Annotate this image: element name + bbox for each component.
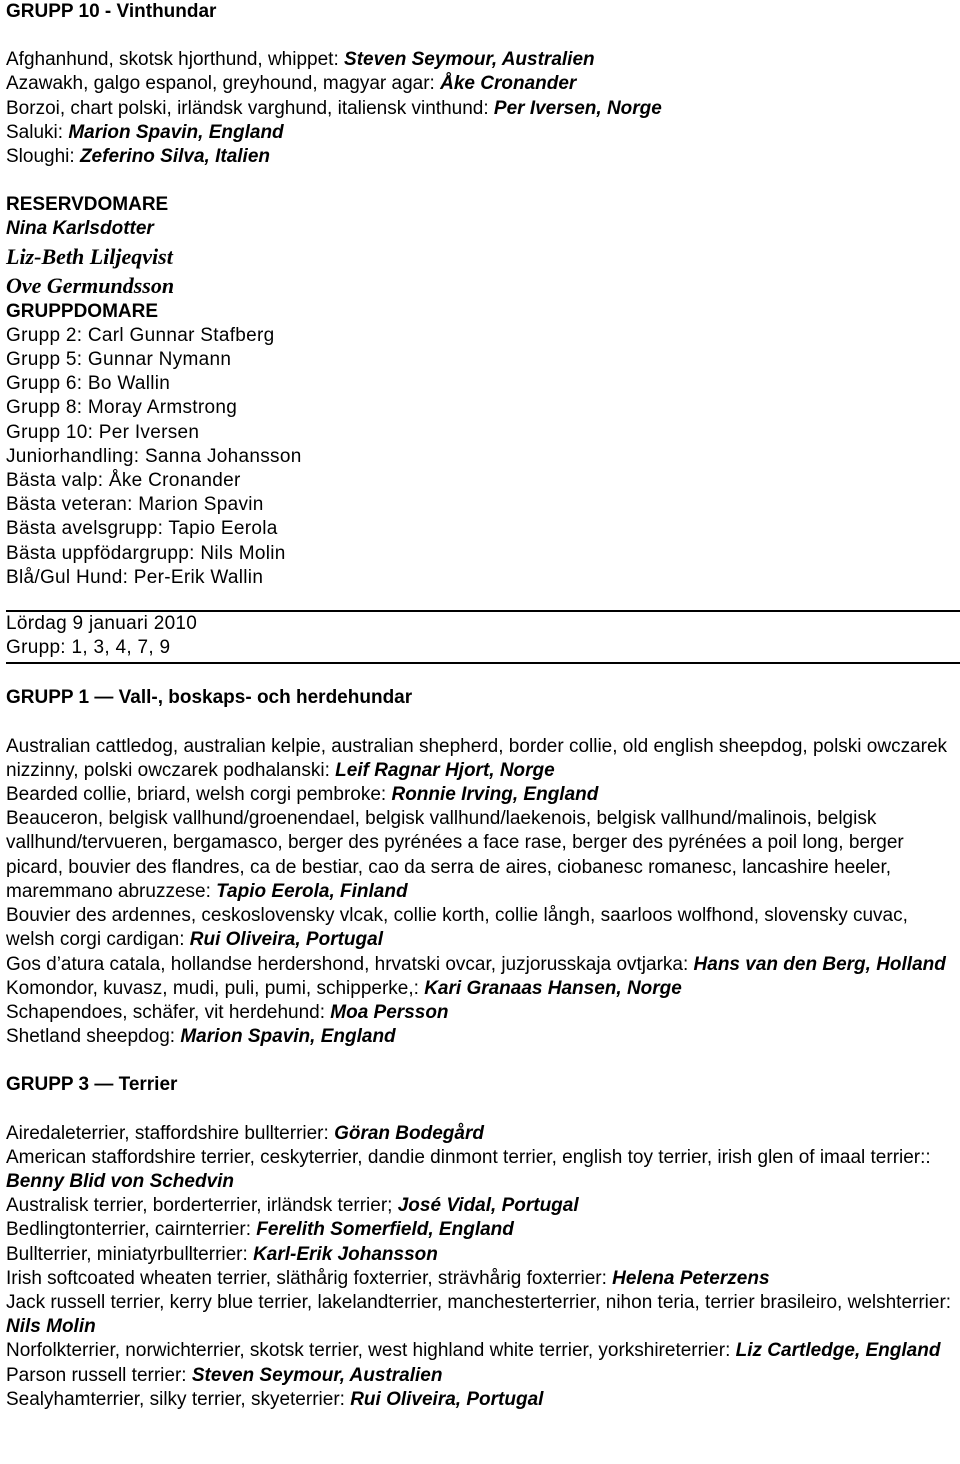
- breed-list: Schapendoes, schäfer, vit herdehund:: [6, 1001, 331, 1023]
- judge-name: Nils Molin: [6, 1316, 96, 1338]
- judge-name: Benny Blid von Schedvin: [6, 1170, 235, 1192]
- breed-entry: [6, 807, 954, 904]
- breed-list: Sloughi:: [6, 146, 80, 168]
- group-judge-line: Grupp 8: Moray Armstrong: [6, 397, 238, 419]
- group-judge-line: Grupp 2: Carl Gunnar Stafberg: [6, 324, 275, 346]
- judge-name: Rui Oliveira, Portugal: [189, 929, 383, 951]
- breed-list: Irish softcoated wheaten terrier, släthårig foxterrier, strävhårig foxterrier:: [6, 1267, 613, 1289]
- breed-entry: [6, 1194, 954, 1218]
- breed-entry: [6, 953, 954, 977]
- breed-list: Borzoi, chart polski, irländsk varghund, italiensk vinthund:: [6, 97, 494, 119]
- judge-name: Åke Cronander: [440, 73, 577, 95]
- breed-entry: [6, 72, 954, 96]
- breed-entry: [6, 1122, 954, 1146]
- judge-name: Karl-Erik Johansson: [253, 1243, 438, 1265]
- judge-name: Helena Peterzens: [612, 1267, 770, 1289]
- spacer: [6, 664, 954, 686]
- breed-list: Azawakh, galgo espanol, greyhound, magyar agar:: [6, 73, 441, 95]
- breed-entry: [6, 1025, 954, 1049]
- breed-list: Shetland sheepdog:: [6, 1026, 181, 1048]
- reserve-judge-name: Ove Germundsson: [6, 272, 175, 298]
- spacer: [6, 169, 954, 193]
- group-judge-line: Grupp 5: Gunnar Nymann: [6, 349, 232, 371]
- breed-list: Bearded collie, briard, welsh corgi pembroke:: [6, 784, 392, 806]
- spacer: [6, 24, 954, 48]
- judge-name: Steven Seymour, Australien: [191, 1364, 443, 1386]
- group-judge-line: Bästa veteran: Marion Spavin: [6, 494, 264, 516]
- judge-name: Kari Granaas Hansen, Norge: [424, 977, 682, 999]
- group-judge-line: Bästa uppfödargrupp: Nils Molin: [6, 542, 286, 564]
- group3-title: GRUPP 3 — Terrier: [6, 1074, 178, 1096]
- judge-name: Ferelith Somerfield, England: [256, 1219, 514, 1241]
- judge-name: Moa Persson: [330, 1001, 449, 1023]
- spacer: [6, 1049, 954, 1073]
- judge-name: Steven Seymour, Australien: [344, 49, 595, 71]
- judge-name: José Vidal, Portugal: [397, 1195, 579, 1217]
- breed-entry: [6, 904, 954, 952]
- group10-title: GRUPP 10 - Vinthundar: [6, 1, 217, 22]
- breed-entry: [6, 1339, 954, 1363]
- breed-list: Australian cattledog, australian kelpie, australian shepherd, border collie, old english sheepdog, polski owczarek nizzinny, polski owczarek podhalanski:: [6, 735, 948, 781]
- group1-title: GRUPP 1 — Vall-, boskaps- och herdehundar: [6, 687, 413, 709]
- group10-entries: [6, 48, 954, 169]
- breed-list: Bedlingtonterrier, cairnterrier:: [6, 1219, 257, 1241]
- judge-name: Marion Spavin, England: [68, 121, 284, 143]
- breed-list: Sealyhamterrier, silky terrier, skyeterrier:: [6, 1388, 351, 1410]
- group-judge-line: Juniorhandling: Sanna Johansson: [6, 445, 302, 467]
- breed-list: Australisk terrier, borderterrier, irländsk terrier;: [6, 1195, 398, 1217]
- reserve-judges-heading: RESERVDOMARE: [6, 194, 169, 216]
- breed-entry: [6, 1388, 954, 1412]
- judge-name: Leif Ragnar Hjort, Norge: [335, 759, 555, 781]
- breed-list: Gos d’atura catala, hollandse herdershond, hrvatski ovcar, juzjorusskaja ovtjarka:: [6, 953, 694, 975]
- breed-list: Afghanhund, skotsk hjorthund, whippet:: [6, 49, 345, 71]
- judge-name: Hans van den Berg, Holland: [693, 953, 946, 975]
- breed-entry: [6, 48, 954, 72]
- spacer: [6, 711, 954, 735]
- group-judge-line: Grupp 10: Per Iversen: [6, 421, 200, 443]
- spacer: [6, 1098, 954, 1122]
- group3-entries: [6, 1122, 954, 1412]
- breed-entry: [6, 121, 954, 145]
- breed-entry: [6, 1001, 954, 1025]
- breed-entry: [6, 1267, 954, 1291]
- group1-entries: [6, 735, 954, 1050]
- breed-entry: [6, 97, 954, 121]
- judge-name: Marion Spavin, England: [180, 1026, 396, 1048]
- breed-list: American staffordshire terrier, ceskyterrier, dandie dinmont terrier, english toy terrier, irish glen of imaal terrier::: [6, 1146, 931, 1168]
- breed-list: Bouvier des ardennes, ceskoslovensky vlcak, collie korth, collie långh, saarloos wolfhond, slovensky cuvac, welsh corgi cardigan:: [6, 905, 908, 951]
- breed-entry: [6, 1243, 954, 1267]
- judge-name: Rui Oliveira, Portugal: [350, 1388, 544, 1410]
- day-groups: Grupp: 1, 3, 4, 7, 9: [6, 637, 171, 659]
- judge-name: Zeferino Silva, Italien: [79, 146, 271, 168]
- judge-name: Tapio Eerola, Finland: [216, 880, 408, 902]
- group-judges-list: [6, 324, 954, 590]
- breed-entry: [6, 1364, 954, 1388]
- group-judge-line: Bästa valp: Åke Cronander: [6, 470, 241, 492]
- group-judge-line: Grupp 6: Bo Wallin: [6, 373, 171, 395]
- breed-entry: [6, 1146, 954, 1194]
- judge-name: Liz Cartledge, England: [735, 1340, 941, 1362]
- breed-entry: [6, 145, 954, 169]
- breed-list: Parson russell terrier:: [6, 1364, 192, 1386]
- breed-list: Komondor, kuvasz, mudi, puli, pumi, schipperke,:: [6, 977, 425, 999]
- breed-list: Saluki:: [6, 121, 69, 143]
- day-date: Lördag 9 januari 2010: [6, 613, 198, 635]
- breed-entry: [6, 735, 954, 783]
- breed-entry: [6, 1218, 954, 1242]
- breed-list: Jack russell terrier, kerry blue terrier, lakelandterrier, manchesterterrier, nihon teria, terrier brasileiro, welshterrier:: [6, 1291, 952, 1313]
- breed-list: Bullterrier, miniatyrbullterrier:: [6, 1243, 254, 1265]
- spacer: [6, 590, 954, 610]
- group-judge-line: Bästa avelsgrupp: Tapio Eerola: [6, 518, 278, 540]
- judge-name: Per Iversen, Norge: [493, 97, 662, 119]
- breed-entry: [6, 783, 954, 807]
- breed-entry: [6, 1291, 954, 1339]
- breed-entry: [6, 977, 954, 1001]
- breed-list: Airedaleterrier, staffordshire bullterrier:: [6, 1122, 335, 1144]
- group-judge-line: Blå/Gul Hund: Per-Erik Wallin: [6, 566, 264, 588]
- reserve-judge-name: Nina Karlsdotter: [6, 218, 154, 240]
- judge-name: Göran Bodegård: [334, 1122, 484, 1144]
- group-judges-heading: GRUPPDOMARE: [6, 300, 159, 322]
- breed-list: Beauceron, belgisk vallhund/groenendael, belgisk vallhund/laekenois, belgisk vallhund/malinois, belgisk vallhund/tervueren, bergamasco, berger des pyrénées a face rase, berger des pyrénées a poil long, berger picard, bouvier des flandres, ca de bestiar, cao da serra de aires, ciobanesc romanesc, lancashire heeler, maremmano abruzzese:: [6, 808, 904, 902]
- reserve-judge-name: Liz-Beth Liljeqvist: [6, 243, 173, 269]
- judge-name: Ronnie Irving, England: [391, 784, 599, 806]
- breed-list: Norfolkterrier, norwichterrier, skotsk terrier, west highland white terrier, yorkshireterrier:: [6, 1340, 736, 1362]
